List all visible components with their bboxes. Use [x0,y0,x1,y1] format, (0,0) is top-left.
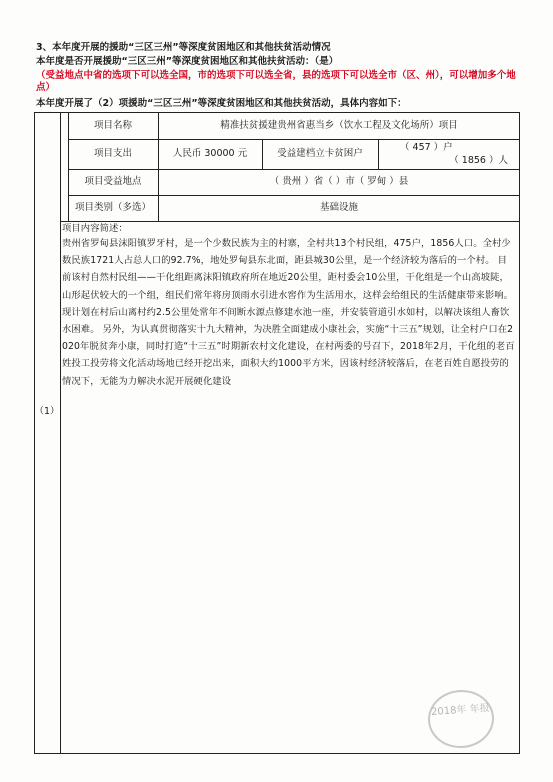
description-text: 贵州省罗甸县沫阳镇罗牙村，是一个少数民族为主的村寨，全村共13个村民组，475户，1856人口。全村少数民族1721人占总人口的92.7%，地处罗甸县东北面，距县城30公里，是一个经济较为落后的一个村。 目前该村自然村民组——干化组距离沫阳镇政府所在地近20公里，距村委会10公里，干化组是一个山高坡陡，山形起伏较大的一个组，组民们常年将房顶雨水引进水窖作为生活用水，这样会给组民的生活健康带来影响。现计划在村后山离村约2.5公里处常年不间断水源点修建水池一座，并安装管道引水如村，以解决该组人畜饮水困难。 另外，为认真贯彻落实十九大精神，为决胜全面建成小康社会，实施“十三五”规划，让全村户口在2020年脱贫奔小康，同时打造“十三五”时期新农村文化建设，在村两委的号召下，2018年2月，干化组的老百姓投工投劳将文化活动场地已经开挖出来，面积大约1000平方米，因该村经济较落后，在老百姓自愿投劳的情况下，无能为力解决水泥开展硬化建设 [62,238,515,387]
location-instruction-note: （受益地点中省的选项下可以选全国，市的选项下可以选全省，县的选项下可以选全市（区、州），可以增加多个地点） [36,70,516,93]
beneficiary-values [384,141,518,167]
location-label: 项目受益地点 [84,176,142,187]
category-label: 项目类别（多选） [74,202,151,213]
project-name-value: 精准扶贫援建贵州省惠当乡（饮水工程及文化场所）项目 [220,119,458,131]
project-name-label: 项目名称 [93,119,132,131]
persons-value: （ 1856 ）人 [449,155,508,166]
activity-count-line: 本年度开展了（2）项援助“三区三州”等深度贫困地区和其他扶贫活动，具体内容如下： [36,98,407,109]
table-divider [60,112,61,754]
expense-label: 项目支出 [93,148,132,159]
activity-question [36,56,338,68]
expense-value: 人民币 30000 元 [172,148,248,159]
category-value: 基础设施 [319,202,358,213]
beneficiary-label: 受益建档立卡贫困户 [277,148,363,159]
activity-question-prefix: 本年度是否开展援助“三区三州”等深度贫困地区和其他扶贫活动：（ [36,56,320,67]
description-label: 项目内容简述： [62,223,128,234]
households-value: （ 457 ）户 [400,142,453,153]
activity-question-answer: 是 [319,56,329,67]
activity-question-suffix: ） [328,56,339,67]
table-divider [378,139,379,169]
project-description [62,221,516,390]
annual-report-stamp: 2018年 年报 [426,688,496,750]
row-index: （1） [34,406,60,417]
section-heading: 3、本年度开展的援助“三区三州”等深度贫困地区和其他扶贫活动情况 [36,42,331,53]
location-value: （ 贵州 ）省（ ）市（ 罗甸 ）县 [269,176,409,187]
